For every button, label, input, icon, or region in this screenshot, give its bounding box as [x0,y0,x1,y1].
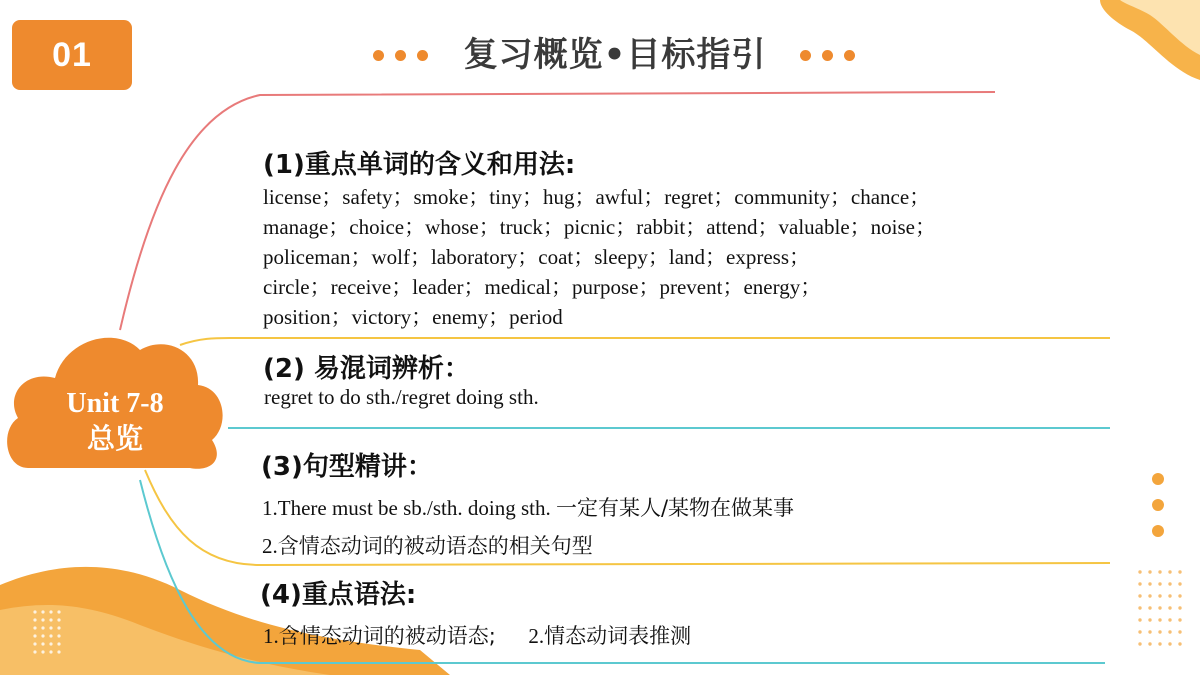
section-4-heading: (4)重点语法: [260,580,417,610]
word-line-4: circle；receive；leader；medical；purpose；prevent；energy； [263,275,822,299]
word-line-2: manage；choice；whose；truck；picnic；rabbit；attend；valuable；noise； [263,215,936,239]
section-3-item-2-num: 2. [262,534,278,558]
section-3-item-1-zh: 一定有某人/某物在做某事 [555,496,795,520]
cloud-label [40,388,190,458]
right-dot-1 [1152,473,1164,485]
word-line-3: policeman；wolf；laboratory；coat；sleepy；land；express； [263,245,811,269]
dot-grid-bottom-right [1138,570,1181,645]
title-dot-right-2 [822,50,833,61]
section-4-item-1-zh: 含情态动词的被动语态; [278,624,496,648]
section-3-item-2-zh: 含情态动词的被动语态的相关句型 [277,534,593,558]
title-dot-left-1 [373,50,384,61]
section-2-heading: (2) 易混词辨析： [263,354,470,384]
section-4-item-1-num: 1. [263,624,279,648]
section-number: 01 [52,35,92,74]
title-dot-left-3 [417,50,428,61]
section-1-word-list [263,182,1063,332]
cloud-overview-label: 总览 [86,422,143,455]
section-3-item-2 [262,530,593,560]
section-3-item-1 [262,492,794,522]
page-title: 复习概览•目标指引 [463,35,767,75]
section-2-text: regret to do sth./regret doing sth. [264,385,539,409]
section-4-item-2-zh: 情态动词表推测 [544,624,692,648]
word-line-5: position；victory；enemy；period [263,305,563,329]
title-dot-right-1 [800,50,811,61]
section-number-badge [12,20,132,90]
section-3-item-1-en: 1.There must be sb./sth. doing sth. [262,496,556,520]
right-dot-3 [1152,525,1164,537]
right-dot-2 [1152,499,1164,511]
title-dot-right-3 [844,50,855,61]
word-line-1: license；safety；smoke；tiny；hug；awful；regret；community；chance； [263,185,931,209]
title-dot-left-2 [395,50,406,61]
section-4-items [263,620,691,650]
connector-yellow-1 [180,338,1110,345]
cloud-unit-label: Unit 7-8 [66,388,164,419]
section-4-item-2-num: 2. [528,624,545,648]
section-3-heading: (3)句型精讲： [261,452,433,482]
section-1-heading: (1)重点单词的含义和用法: [263,150,576,180]
